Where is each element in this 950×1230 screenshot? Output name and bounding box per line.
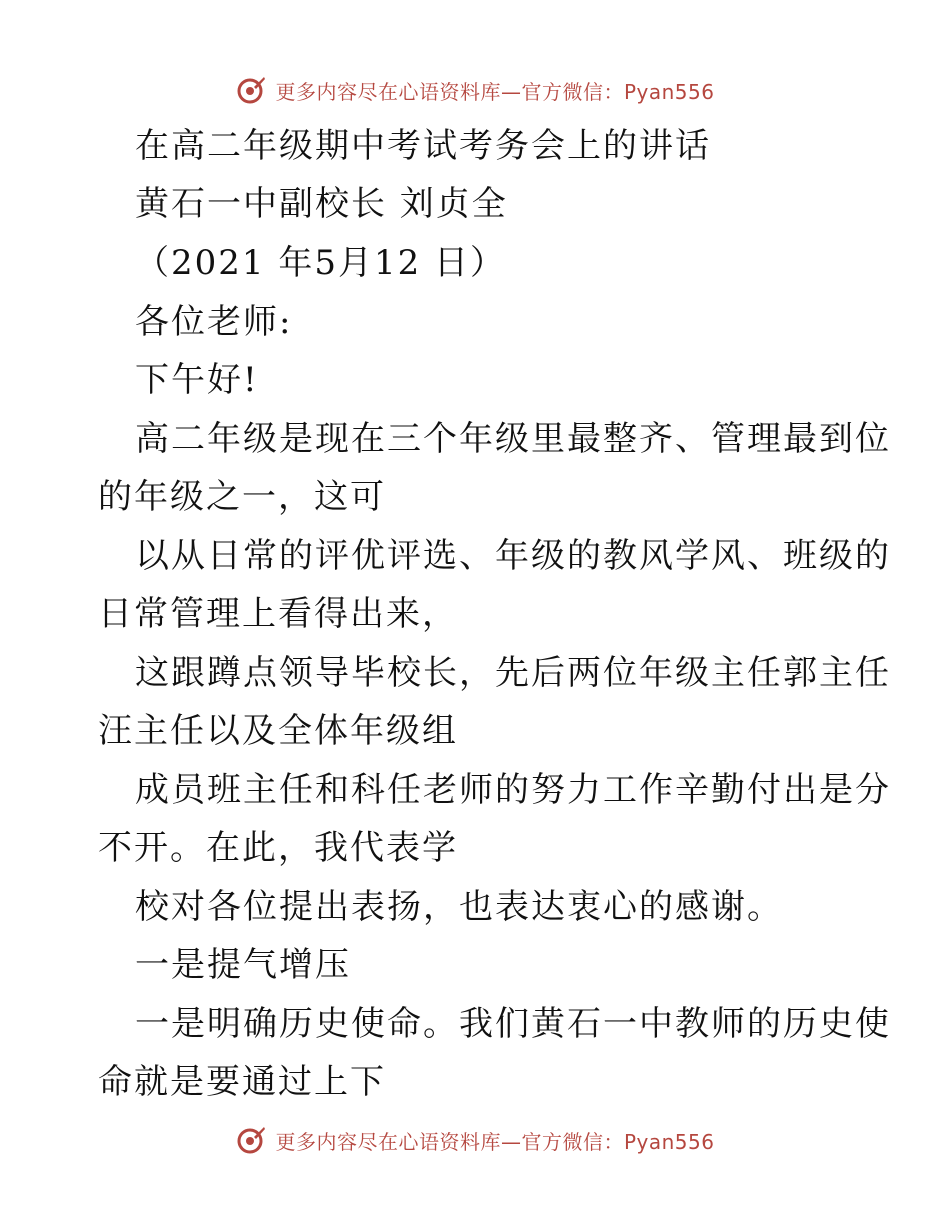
paragraph-line: 的年级之一，这可	[98, 477, 386, 517]
speaker-line: 黄石一中副校长 刘贞全	[135, 184, 508, 224]
salutation: 各位老师:	[135, 302, 293, 342]
greeting: 下午好!	[135, 360, 259, 400]
speech-title: 在高二年级期中考试考务会上的讲话	[135, 126, 711, 166]
paragraph-line: 命就是要通过上下	[98, 1062, 386, 1102]
paragraph-line: 一是明确历史使命。我们黄石一中教师的历史使	[135, 1004, 891, 1044]
paragraph-line: 以从日常的评优评选、年级的教风学风、班级的	[135, 536, 891, 576]
watermark-text: 更多内容尽在心语资料库—官方微信：Pyan556	[275, 79, 715, 104]
paragraph-line: 这跟蹲点领导毕校长，先后两位年级主任郭主任	[135, 653, 891, 693]
paragraph-line: 成员班主任和科任老师的努力工作辛勤付出是分	[135, 770, 891, 810]
quill-pen-circle-icon	[235, 1124, 267, 1156]
paragraph-line: 汪主任以及全体年级组	[98, 711, 458, 751]
paragraph-line: 日常管理上看得出来，	[98, 594, 458, 634]
watermark-text: 更多内容尽在心语资料库—官方微信：Pyan556	[275, 1129, 715, 1154]
date-line: （2021 年5月12 日）	[135, 243, 507, 283]
watermark-footer	[0, 1120, 950, 1160]
paragraph-line: 不开。在此，我代表学	[98, 828, 458, 868]
paragraph-line: 高二年级是现在三个年级里最整齐、管理最到位	[135, 419, 891, 459]
paragraph-line: 校对各位提出表扬，也表达衷心的感谢。	[135, 887, 783, 927]
section-heading: 一是提气增压	[135, 945, 351, 985]
